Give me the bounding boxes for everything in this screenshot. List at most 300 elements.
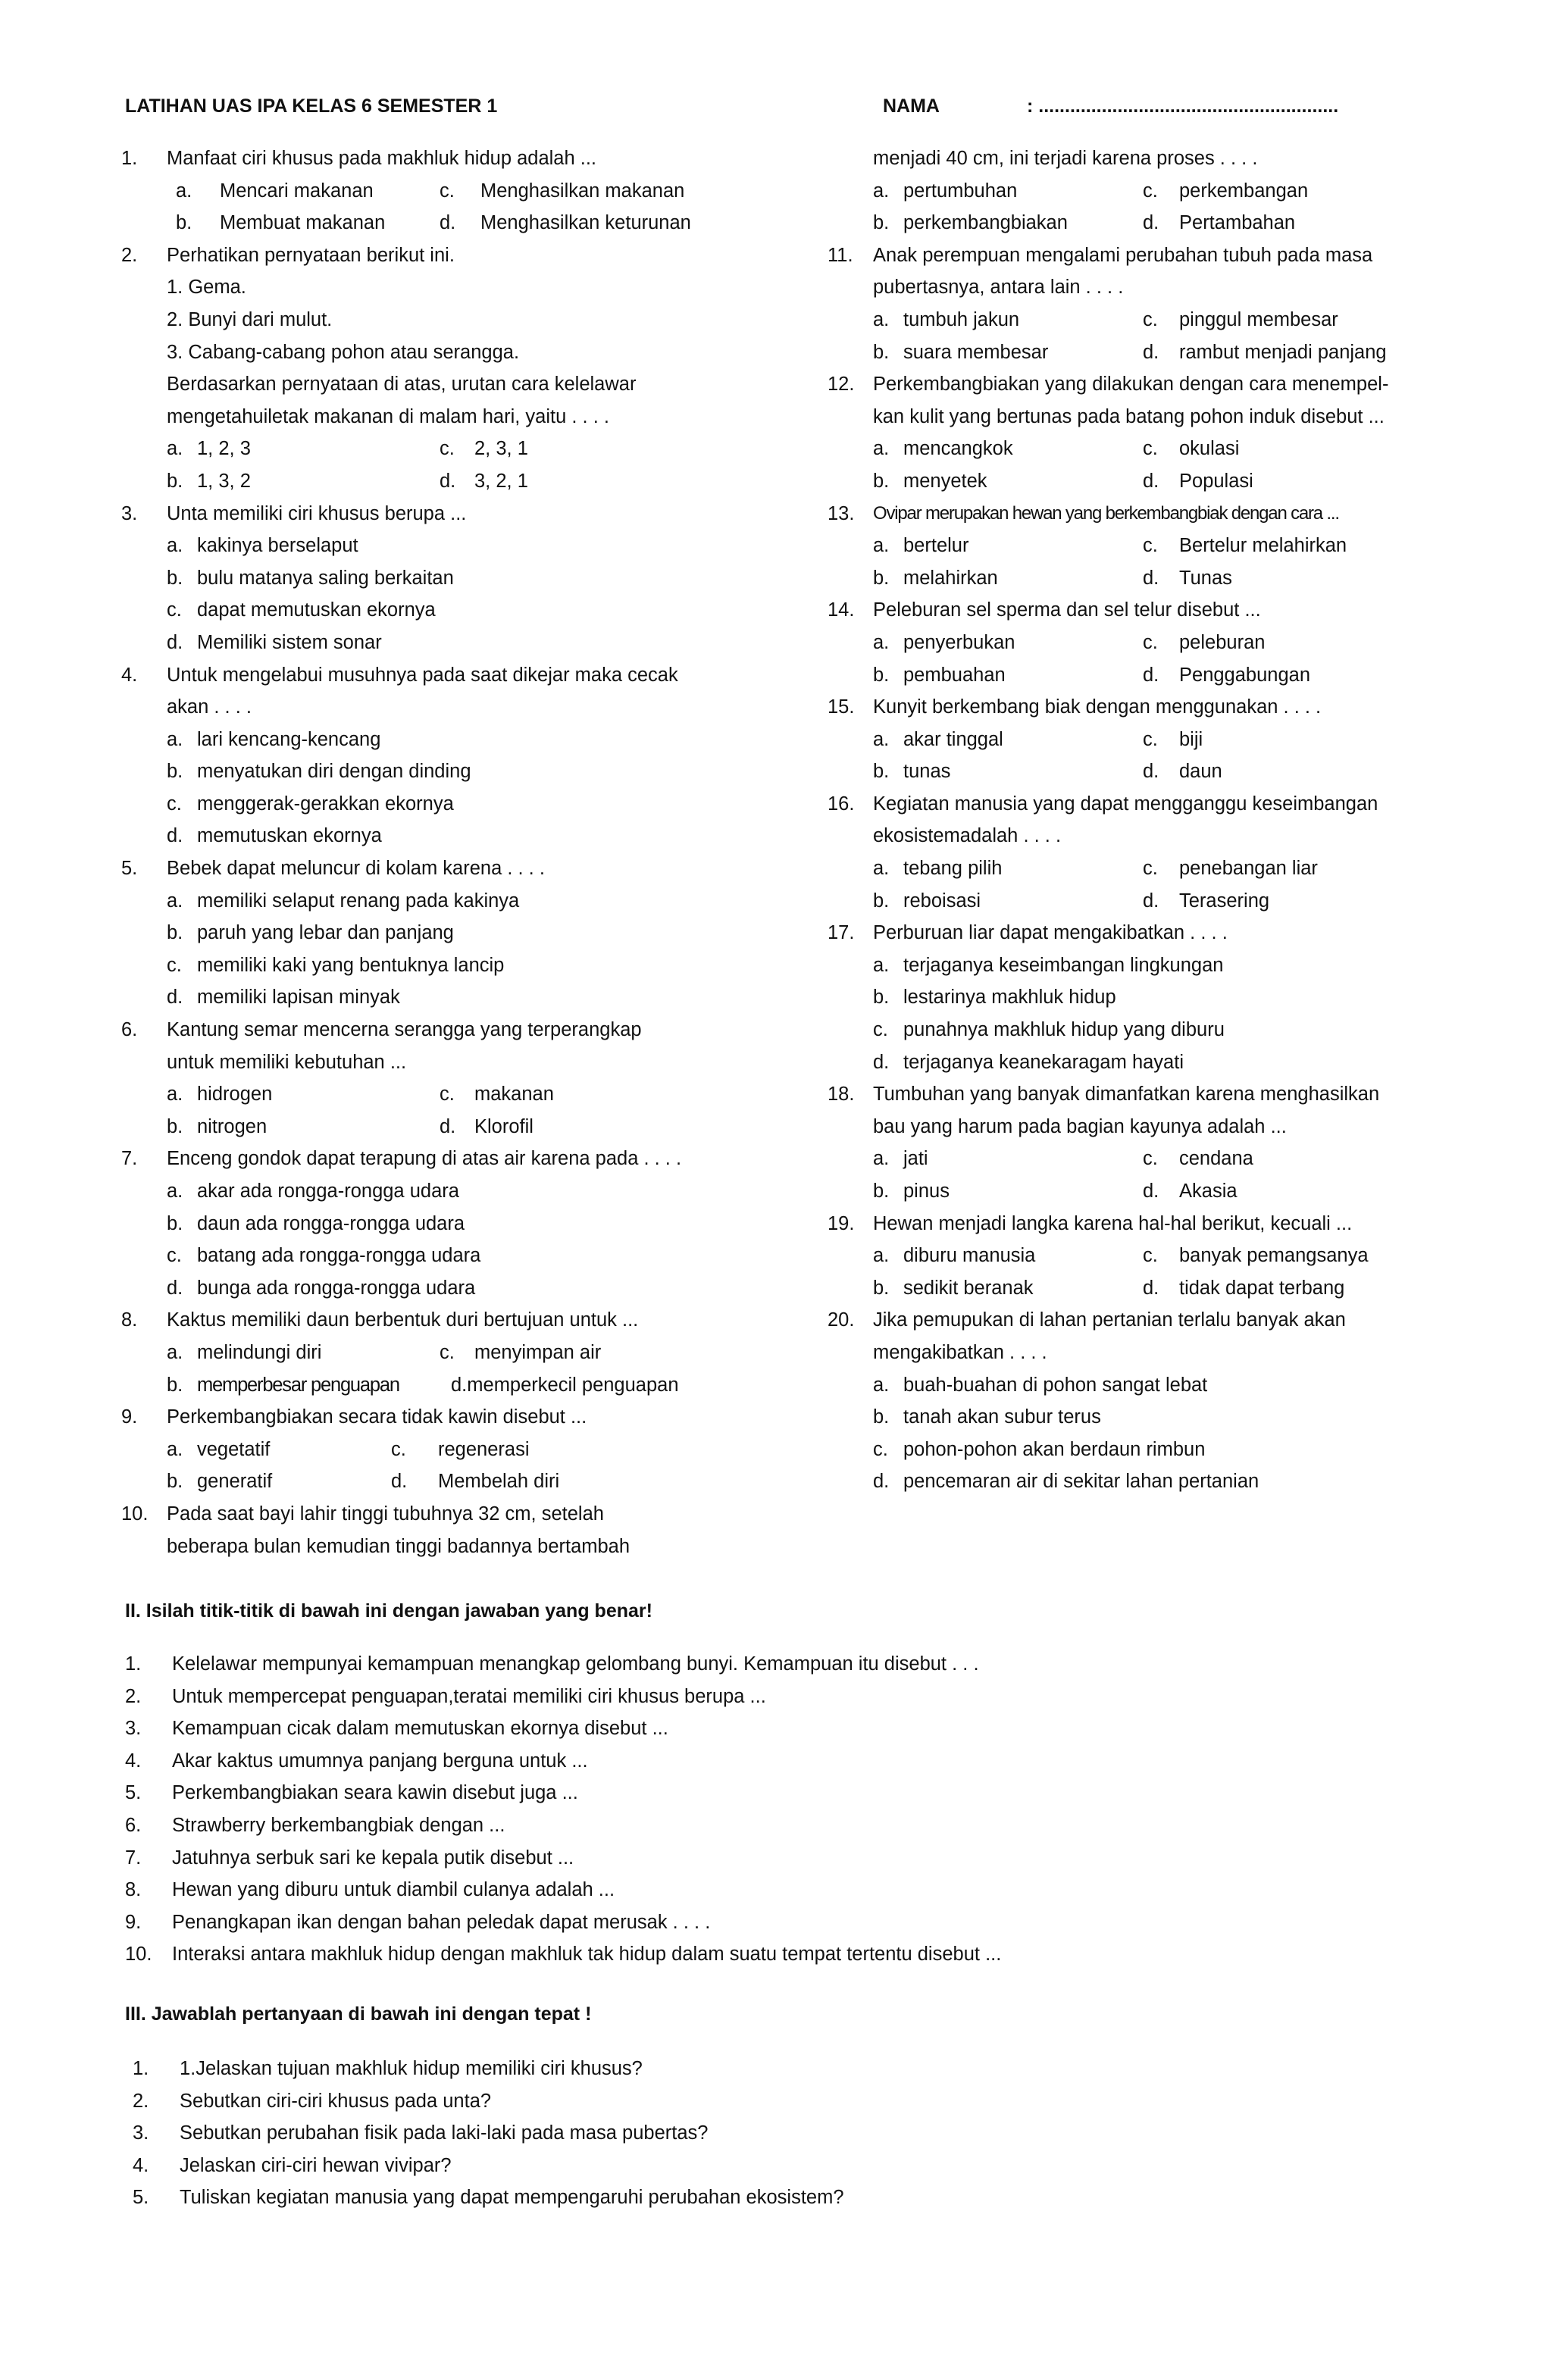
option-text: pinggul membesar (1179, 308, 1338, 330)
option-letter: d. (1143, 1181, 1159, 1202)
options-row (121, 949, 803, 982)
question-14 (828, 594, 1457, 627)
options-row (828, 562, 1457, 595)
option-letter: d. (1143, 470, 1159, 492)
option-letter: a. (873, 535, 890, 557)
options-row (121, 917, 803, 949)
list-item (125, 2181, 1489, 2214)
option-text: terjaganya keanekaragam hayati (903, 1051, 1184, 1073)
option-text: paruh yang lebar dan panjang (197, 922, 454, 944)
option-letter: d. (167, 987, 183, 1009)
option-letter: a. (873, 1148, 890, 1170)
option-letter: b. (873, 890, 890, 912)
question-16 (828, 788, 1457, 821)
option-letter: b. (873, 212, 890, 234)
options-row (828, 530, 1457, 562)
list-item (125, 2053, 1489, 2085)
section2-title: II. Isilah titik-titik di bawah ini dengan jawaban yang benar! (125, 1600, 652, 1622)
question-text: Perkembangbiakan yang dilakukan dengan cara menempel- (873, 374, 1389, 396)
statement-2: 2. Bunyi dari mulut. (167, 308, 333, 330)
option-text: Pertambahan (1179, 212, 1296, 234)
question-text: Kaktus memiliki daun berbentuk duri bertujuan untuk ... (167, 1309, 639, 1331)
option-letter: b. (873, 567, 890, 589)
list-item (125, 1874, 1489, 1906)
item-text: 1.Jelaskan tujuan makhluk hidup memiliki ciri khusus? (180, 2058, 643, 2079)
question-9 (121, 1401, 803, 1434)
option-text: pertumbuhan (903, 180, 1018, 202)
option-text: tidak dapat terbang (1179, 1277, 1345, 1299)
section3-title: III. Jawablah pertanyaan di bawah ini dengan tepat ! (125, 2003, 592, 2025)
option-text: pembuahan (903, 664, 1006, 686)
options-row (121, 724, 803, 756)
options-row (121, 1240, 803, 1272)
option-text: memiliki kaki yang bentuknya lancip (197, 954, 505, 976)
question-text: Peleburan sel sperma dan sel telur disebut ... (873, 599, 1261, 621)
option-letter: b. (167, 1212, 183, 1234)
option-text: diburu manusia (903, 1245, 1036, 1267)
option-letter: c. (1143, 308, 1158, 330)
item-text: Kemampuan cicak dalam memutuskan ekornya disebut ... (172, 1718, 668, 1740)
option-text: regenerasi (438, 1438, 530, 1460)
question-6 (121, 1014, 803, 1046)
option-text: melahirkan (903, 567, 998, 589)
question-text: beberapa bulan kemudian tinggi badannya bertambah (167, 1535, 630, 1557)
options-row (121, 755, 803, 788)
question-number: 16. (828, 793, 855, 815)
list-item (125, 2085, 1489, 2118)
item-number: 4. (133, 2154, 149, 2176)
item-text: Jatuhnya serbuk sari ke kepala putik disebut ... (172, 1847, 574, 1869)
option-text: kakinya berselaput (197, 535, 358, 557)
options-row (828, 1465, 1457, 1498)
statement-line (121, 336, 803, 369)
option-letter: d. (1143, 567, 1159, 589)
item-number: 10. (125, 1944, 152, 1966)
section1-right-column (828, 142, 1457, 1498)
option-text: mencangkok (903, 438, 1013, 460)
option-text: tunas (903, 761, 951, 783)
item-number: 8. (125, 1879, 142, 1901)
options-row (828, 304, 1457, 336)
question-number: 17. (828, 922, 855, 944)
option-text: terjaganya keseimbangan lingkungan (903, 954, 1224, 976)
item-text: Jelaskan ciri-ciri hewan vivipar? (180, 2154, 452, 2176)
options-row (121, 885, 803, 918)
options-row (121, 207, 803, 239)
option-text: 2, 3, 1 (474, 438, 528, 460)
options-row (121, 1465, 803, 1498)
options-row (828, 1014, 1457, 1046)
options-row (121, 1272, 803, 1305)
option-text: bertelur (903, 535, 969, 557)
question-text: Berdasarkan pernyataan di atas, urutan cara kelelawar (167, 374, 637, 396)
option-letter: b. (873, 341, 890, 363)
options-row (121, 562, 803, 595)
option-letter: a. (167, 535, 183, 557)
option-letter: c. (167, 954, 182, 976)
option-text: tanah akan subur terus (903, 1406, 1101, 1428)
options-row (828, 1401, 1457, 1434)
question-5 (121, 852, 803, 885)
question-2 (121, 239, 803, 272)
option-letter: d. (873, 1051, 890, 1073)
options-row (121, 465, 803, 498)
question-text-line (828, 401, 1457, 433)
option-text: memiliki lapisan minyak (197, 987, 400, 1009)
question-text-line (828, 1337, 1457, 1369)
option-text: Populasi (1179, 470, 1253, 492)
options-row (828, 207, 1457, 239)
item-text: Sebutkan perubahan fisik pada laki-laki pada masa pubertas? (180, 2122, 709, 2144)
question-text: Perkembangbiakan secara tidak kawin disebut ... (167, 1406, 587, 1428)
option-letter: c. (1143, 1148, 1158, 1170)
question-number: 5. (121, 858, 138, 880)
option-letter: c. (1143, 535, 1158, 557)
item-text: Akar kaktus umumnya panjang berguna untuk ... (172, 1750, 588, 1772)
item-text: Kelelawar mempunyai kemampuan menangkap gelombang bunyi. Kemampuan itu disebut . . . (172, 1653, 979, 1675)
option-letter: a. (873, 728, 890, 750)
question-13 (828, 498, 1457, 530)
option-letter: a. (167, 728, 183, 750)
options-row (828, 949, 1457, 982)
question-11 (828, 239, 1457, 272)
option-text: Terasering (1179, 890, 1270, 912)
item-number: 3. (125, 1718, 142, 1740)
worksheet-header (125, 92, 1446, 120)
options-row (828, 724, 1457, 756)
option-text: menyimpan air (474, 1341, 602, 1363)
option-letter: c. (1143, 728, 1158, 750)
options-row (121, 433, 803, 465)
question-number: 2. (121, 244, 138, 266)
option-text: 1, 3, 2 (197, 470, 251, 492)
option-text: suara membesar (903, 341, 1049, 363)
option-letter: b. (167, 1115, 183, 1137)
option-text: pohon-pohon akan berdaun rimbun (903, 1438, 1206, 1460)
option-letter: c. (167, 793, 182, 815)
question-number: 14. (828, 599, 855, 621)
option-letter: b. (873, 664, 890, 686)
options-row (121, 175, 803, 208)
option-text: cendana (1179, 1148, 1253, 1170)
option-letter: d. (440, 212, 456, 234)
options-row (828, 1434, 1457, 1466)
question-text-line (828, 271, 1457, 304)
options-row (828, 1046, 1457, 1079)
option-text: bunga ada rongga-rongga udara (197, 1277, 476, 1299)
option-letter: d. (440, 470, 456, 492)
option-text: peleburan (1179, 631, 1266, 653)
option-text: nitrogen (197, 1115, 268, 1137)
options-row (828, 981, 1457, 1014)
question-number: 8. (121, 1309, 138, 1331)
option-letter: d. (167, 1277, 183, 1299)
question-20 (828, 1304, 1457, 1337)
option-letter: a. (167, 890, 183, 912)
item-number: 3. (133, 2122, 149, 2144)
option-text: memutuskan ekornya (197, 825, 382, 847)
option-letter: d. (873, 1471, 890, 1493)
options-row (121, 1111, 803, 1143)
option-letter: a. (873, 954, 890, 976)
list-item (125, 1648, 1489, 1681)
option-text: Membelah diri (438, 1471, 560, 1493)
option-text: daun ada rongga-rongga udara (197, 1212, 465, 1234)
options-row (121, 1337, 803, 1369)
options-row (121, 1078, 803, 1111)
option-letter: d. (167, 825, 183, 847)
item-text: Untuk mempercepat penguapan,teratai memiliki ciri khusus berupa ... (172, 1685, 766, 1707)
question-number: 12. (828, 374, 855, 396)
option-text: jati (903, 1148, 928, 1170)
option-letter: b. (167, 567, 183, 589)
item-text: Perkembangbiakan seara kawin disebut juga ... (172, 1782, 578, 1804)
question-text: akan . . . . (167, 696, 252, 718)
question-text: menjadi 40 cm, ini terjadi karena proses . . . . (873, 148, 1258, 169)
section2-list (125, 1648, 1489, 1971)
option-letter: c. (1143, 631, 1158, 653)
option-letter: c. (440, 438, 455, 460)
option-letter: d. (1143, 212, 1159, 234)
option-text: Memiliki sistem sonar (197, 631, 382, 653)
question-text: Hewan menjadi langka karena hal-hal berikut, kecuali ... (873, 1212, 1353, 1234)
option-text: lari kencang-kencang (197, 728, 381, 750)
item-text: Tuliskan kegiatan manusia yang dapat mempengaruhi perubahan ekosistem? (180, 2187, 844, 2209)
option-text: Menghasilkan makanan (480, 180, 685, 202)
item-text: Strawberry berkembangbiak dengan ... (172, 1814, 505, 1836)
options-row (828, 175, 1457, 208)
option-text: memiliki selaput renang pada kakinya (197, 890, 520, 912)
option-text: menyatukan diri dengan dinding (197, 761, 471, 783)
options-row (828, 336, 1457, 369)
option-text: penyerbukan (903, 631, 1015, 653)
question-text-line (121, 401, 803, 433)
question-text: kan kulit yang bertunas pada batang pohon induk disebut ... (873, 405, 1385, 427)
question-number: 4. (121, 664, 138, 686)
question-text: Ovipar merupakan hewan yang berkembangbiak dengan cara ... (873, 502, 1339, 524)
list-item (125, 1681, 1489, 1713)
question-text-line (121, 1046, 803, 1079)
option-letter: d. (1143, 890, 1159, 912)
item-number: 9. (125, 1911, 142, 1933)
option-text: penebangan liar (1179, 858, 1318, 880)
option-letter: b. (167, 1374, 183, 1396)
option-letter: b. (873, 470, 890, 492)
item-number: 2. (125, 1685, 142, 1707)
option-text: memperbesar penguapan (197, 1374, 399, 1396)
option-letter: a. (167, 1341, 183, 1363)
option-letter: a. (167, 1181, 183, 1202)
options-row (121, 981, 803, 1014)
option-text: pinus (903, 1181, 950, 1202)
option-letter: c. (391, 1438, 406, 1460)
statement-1: 1. Gema. (167, 277, 246, 299)
question-text-line (121, 691, 803, 724)
option-letter: d. (1143, 1277, 1159, 1299)
option-text: reboisasi (903, 890, 981, 912)
question-number: 10. (121, 1503, 149, 1525)
option-text: melindungi diri (197, 1341, 322, 1363)
option-letter: b. (873, 1181, 890, 1202)
list-item (125, 2117, 1489, 2150)
option-letter: b. (167, 761, 183, 783)
question-text-line (828, 1111, 1457, 1143)
option-text: 1, 2, 3 (197, 438, 251, 460)
option-text: buah-buahan di pohon sangat lebat (903, 1374, 1208, 1396)
list-item (125, 1938, 1489, 1971)
option-letter: b. (167, 922, 183, 944)
option-letter: d. (1143, 761, 1159, 783)
question-number: 19. (828, 1212, 855, 1234)
option-text: Akasia (1179, 1181, 1238, 1202)
question-text: Pada saat bayi lahir tinggi tubuhnya 32 cm, setelah (167, 1503, 604, 1525)
option-letter: a. (176, 180, 192, 202)
option-letter: d. (391, 1471, 408, 1493)
option-text: tebang pilih (903, 858, 1003, 880)
option-letter: c. (1143, 180, 1158, 202)
options-row (828, 433, 1457, 465)
option-letter: b. (873, 1406, 890, 1428)
option-text: perkembangan (1179, 180, 1309, 202)
question-text: Kegiatan manusia yang dapat mengganggu keseimbangan (873, 793, 1378, 815)
question-12 (828, 368, 1457, 401)
option-text: akar ada rongga-rongga udara (197, 1181, 459, 1202)
option-text: Penggabungan (1179, 664, 1311, 686)
option-text: lestarinya makhluk hidup (903, 987, 1116, 1009)
options-row (121, 1175, 803, 1208)
option-text: batang ada rongga-rongga udara (197, 1245, 481, 1267)
option-letter: c. (167, 599, 182, 621)
option-text: sedikit beranak (903, 1277, 1034, 1299)
options-row (828, 1240, 1457, 1272)
question-text-line (828, 820, 1457, 852)
question-number: 11. (828, 244, 853, 266)
question-number: 7. (121, 1148, 138, 1170)
question-8 (121, 1304, 803, 1337)
option-letter: b. (873, 1277, 890, 1299)
option-text: d.memperkecil penguapan (451, 1374, 679, 1396)
options-row (828, 1143, 1457, 1175)
item-number: 5. (125, 1782, 142, 1804)
option-text: 3, 2, 1 (474, 470, 528, 492)
option-letter: b. (167, 1471, 183, 1493)
question-text: mengakibatkan . . . . (873, 1341, 1047, 1363)
list-item (125, 1842, 1489, 1875)
item-number: 7. (125, 1847, 142, 1869)
option-letter: c. (1143, 858, 1158, 880)
option-text: menggerak-gerakkan ekornya (197, 793, 454, 815)
item-text: Penangkapan ikan dengan bahan peledak dapat merusak . . . . (172, 1911, 711, 1933)
list-item (125, 1777, 1489, 1809)
option-text: hidrogen (197, 1084, 273, 1106)
option-letter: d. (440, 1115, 456, 1137)
option-text: Klorofil (474, 1115, 534, 1137)
item-text: Hewan yang diburu untuk diambil culanya adalah ... (172, 1879, 615, 1901)
item-number: 5. (133, 2187, 149, 2209)
options-row (121, 788, 803, 821)
question-number: 20. (828, 1309, 855, 1331)
item-text: Sebutkan ciri-ciri khusus pada unta? (180, 2090, 492, 2112)
option-letter: a. (167, 1084, 183, 1106)
options-row (828, 755, 1457, 788)
question-number: 1. (121, 148, 138, 169)
question-text-line (828, 142, 1457, 175)
question-text: Untuk mengelabui musuhnya pada saat dikejar maka cecak (167, 664, 678, 686)
option-text: banyak pemangsanya (1179, 1245, 1369, 1267)
question-10 (121, 1498, 803, 1531)
option-letter: c. (1143, 438, 1158, 460)
option-text: dapat memutuskan ekornya (197, 599, 436, 621)
option-letter: a. (873, 631, 890, 653)
question-19 (828, 1208, 1457, 1240)
option-letter: b. (873, 987, 890, 1009)
option-letter: c. (873, 1019, 888, 1041)
option-text: Bertelur melahirkan (1179, 535, 1347, 557)
question-text: bau yang harum pada bagian kayunya adalah ... (873, 1115, 1287, 1137)
options-row (121, 820, 803, 852)
question-4 (121, 659, 803, 692)
option-text: biji (1179, 728, 1203, 750)
question-text: Perhatikan pernyataan berikut ini. (167, 244, 455, 266)
question-number: 6. (121, 1019, 138, 1041)
item-number: 6. (125, 1814, 142, 1836)
option-text: perkembangbiakan (903, 212, 1068, 234)
option-letter: d. (167, 631, 183, 653)
options-row (828, 659, 1457, 692)
option-letter: a. (873, 438, 890, 460)
options-row (121, 627, 803, 659)
question-text: Anak perempuan mengalami perubahan tubuh pada masa (873, 244, 1373, 266)
item-text: Interaksi antara makhluk hidup dengan makhluk tak hidup dalam suatu tempat tertentu disebut ... (172, 1944, 1002, 1966)
question-text: mengetahuiletak makanan di malam hari, yaitu . . . . (167, 405, 609, 427)
question-number: 18. (828, 1084, 855, 1106)
statement-3: 3. Cabang-cabang pohon atau serangga. (167, 341, 520, 363)
options-row (121, 1434, 803, 1466)
item-number: 1. (125, 1653, 142, 1675)
options-row (121, 1208, 803, 1240)
option-letter: a. (167, 438, 183, 460)
option-letter: b. (167, 470, 183, 492)
name-field[interactable]: : ......................................................... (1027, 95, 1339, 117)
question-text-line (121, 368, 803, 401)
options-row (828, 1175, 1457, 1208)
option-letter: d. (1143, 341, 1159, 363)
question-text: ekosistemadalah . . . . (873, 825, 1062, 847)
question-text: Perburuan liar dapat mengakibatkan . . . . (873, 922, 1228, 944)
option-text: makanan (474, 1084, 554, 1106)
option-text: okulasi (1179, 438, 1240, 460)
option-text: akar tinggal (903, 728, 1003, 750)
list-item (125, 1712, 1489, 1745)
option-letter: b. (873, 761, 890, 783)
option-letter: c. (440, 1341, 455, 1363)
option-letter: a. (873, 1245, 890, 1267)
option-text: rambut menjadi panjang (1179, 341, 1387, 363)
options-row (828, 885, 1457, 918)
list-item (125, 1809, 1489, 1842)
question-text: Bebek dapat meluncur di kolam karena . . . . (167, 858, 545, 880)
option-text: vegetatif (197, 1438, 271, 1460)
question-text: Tumbuhan yang banyak dimanfatkan karena menghasilkan (873, 1084, 1380, 1106)
item-number: 4. (125, 1750, 142, 1772)
question-number: 9. (121, 1406, 138, 1428)
option-text: Mencari makanan (220, 180, 374, 202)
question-text: Kantung semar mencerna serangga yang terperangkap (167, 1019, 642, 1041)
question-text: pubertasnya, antara lain . . . . (873, 277, 1124, 299)
question-number: 13. (828, 502, 855, 524)
option-letter: a. (873, 180, 890, 202)
list-item (125, 1906, 1489, 1939)
